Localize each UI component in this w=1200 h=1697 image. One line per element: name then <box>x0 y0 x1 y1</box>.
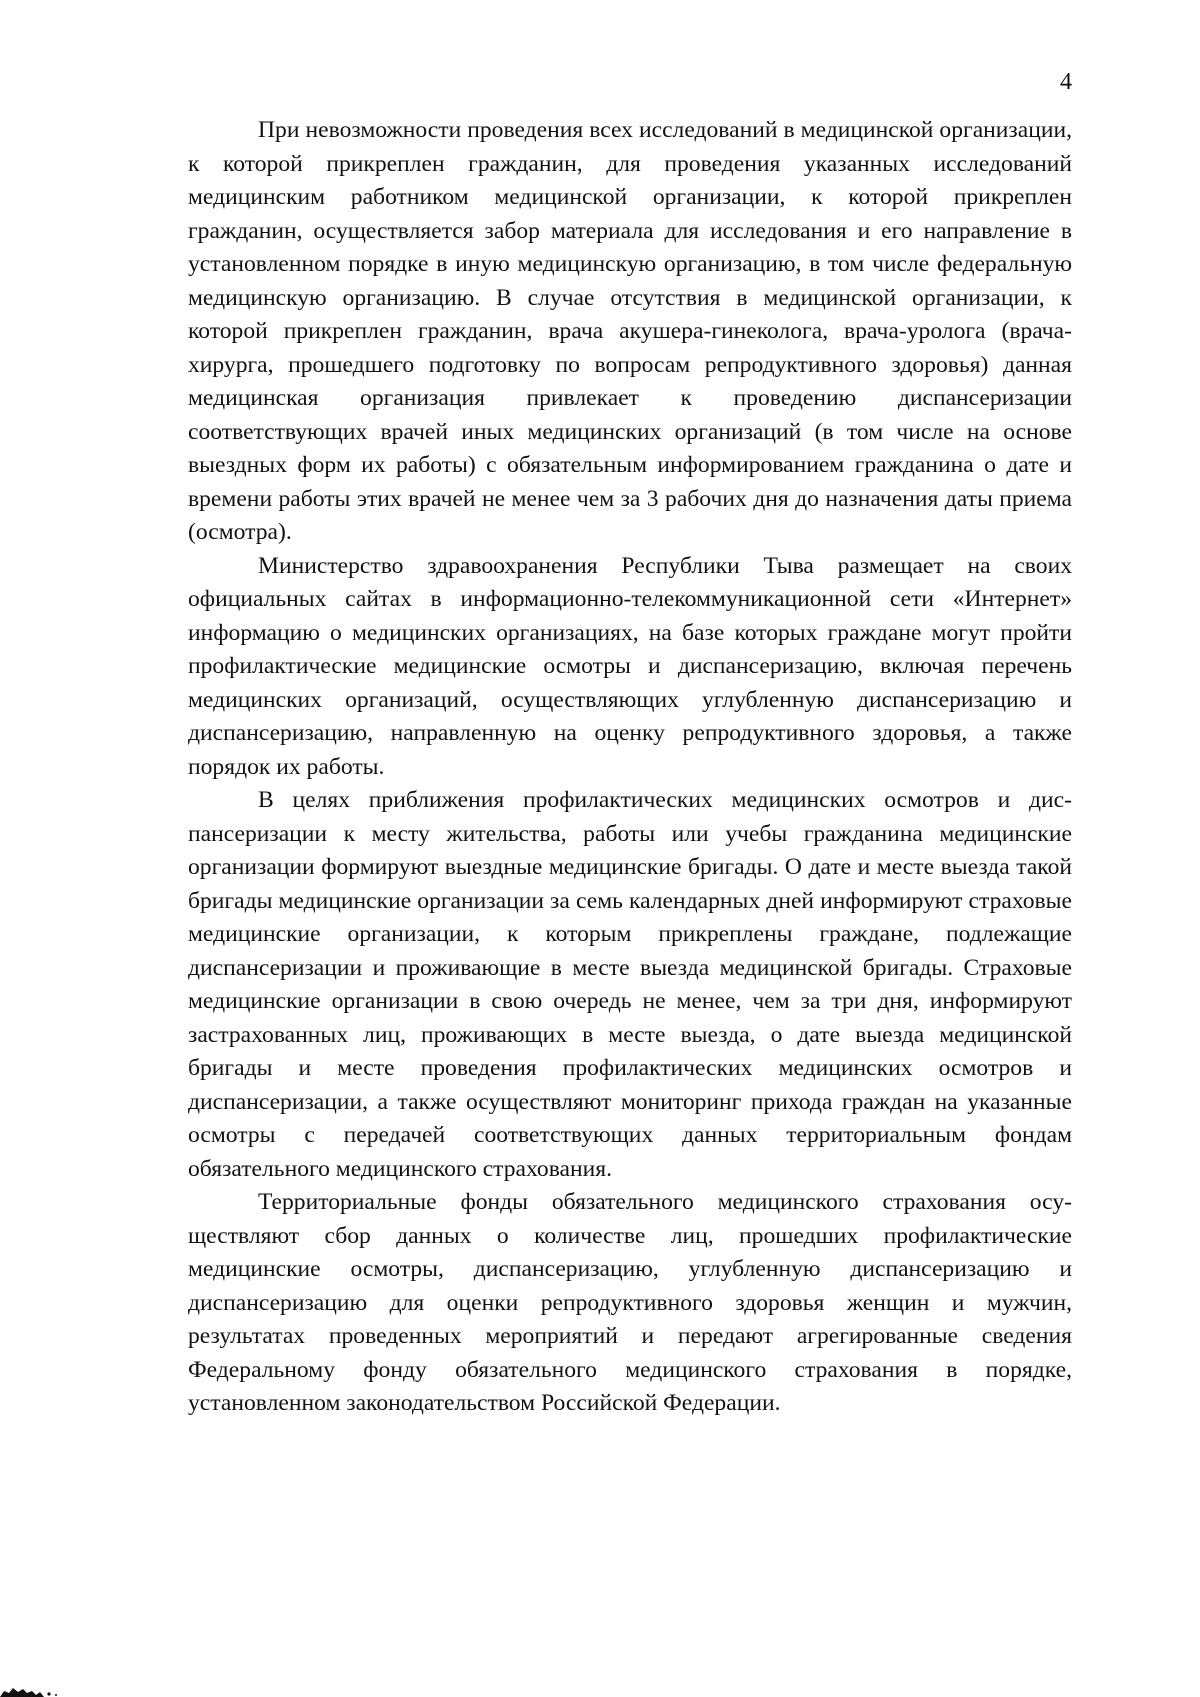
page-number: 4 <box>1060 69 1072 95</box>
paragraph-ministry: Министерство здравоохранения Республики Тыва размещает на своих официальных сайтах в информационно-телекоммуникационной сети «Интернет» информацию о медицинских организациях, на базе которых граждане могут пройти профилактические медицинские осмотры и диспансеризацию, включая перечень медицинских организаций, осуществляющих углубленную диспансеризацию и диспансеризацию, направленную на оценку репродуктивного здоровья, а также порядок их работы. <box>188 552 1072 780</box>
paragraph-examinations: При невозможности проведения всех исследований в медицинской организации, к которой прикреплен гражданин, для проведения указанных исследований медицинским работником медицинской организации, к которой прикреплен гражданин, осуществляется забор материала для исследования и его направление в установленном порядке в иную медицинскую организацию, в том числе федеральную медицинскую организацию. В случае отсутствия в медицинской организации, к которой прикреплен гражданин, врача акушера-гинеколога, врача-уролога (врача-хирурга, прошедшего подготовку по вопросам репродуктивного здоровья) данная медицинская организация привлекает к проведению диспансеризации соответствующих врачей иных медицинских организаций (в том числе на основе выездных форм их работы) с обязательным информированием гражданина о дате и времени работы этих врачей не менее чем за 3 рабочих дня до назначения даты приема (осмотра). <box>188 117 1072 545</box>
document-body <box>188 114 1072 1421</box>
scan-artifact-mark <box>0 1679 62 1697</box>
paragraph-insurance-funds: Территориальные фонды обязательного медицинского страхования осуществляют сбор данных о количестве лиц, прошедших профилактические медицинские осмотры, диспансеризацию, углубленную диспансеризацию и диспансеризацию для оценки репродуктивного здоровья женщин и мужчин, результатах проведенных мероприятий и передают агрегированные сведения Федеральному фонду обязательного медицинского страхования в порядке, установленном законодательством Российской Федерации. <box>188 1189 1072 1416</box>
paragraph-mobile-teams: В целях приближения профилактических медицинских осмотров и диспансеризации к месту жительства, работы или учебы гражданина медицинские организации формируют выездные медицинские бригады. О дате и месте выезда такой бригады медицинские организации за семь календарных дней информируют страховые медицинские организации, к которым прикреплены граждане, подлежащие диспансеризации и проживающие в месте выезда медицинской бригады. Страховые медицинские организации в свою очередь не менее, чем за три дня, информируют застрахованных лиц, проживающих в месте выезда, о дате выезда медицинской бригады и месте проведения профилактических медицинских осмотров и диспансеризации, а также осуществляют мониторинг прихода граждан на указанные осмотры с передачей соответствующих данных территориальным фондам обязательного медицинского страхования. <box>188 787 1072 1182</box>
